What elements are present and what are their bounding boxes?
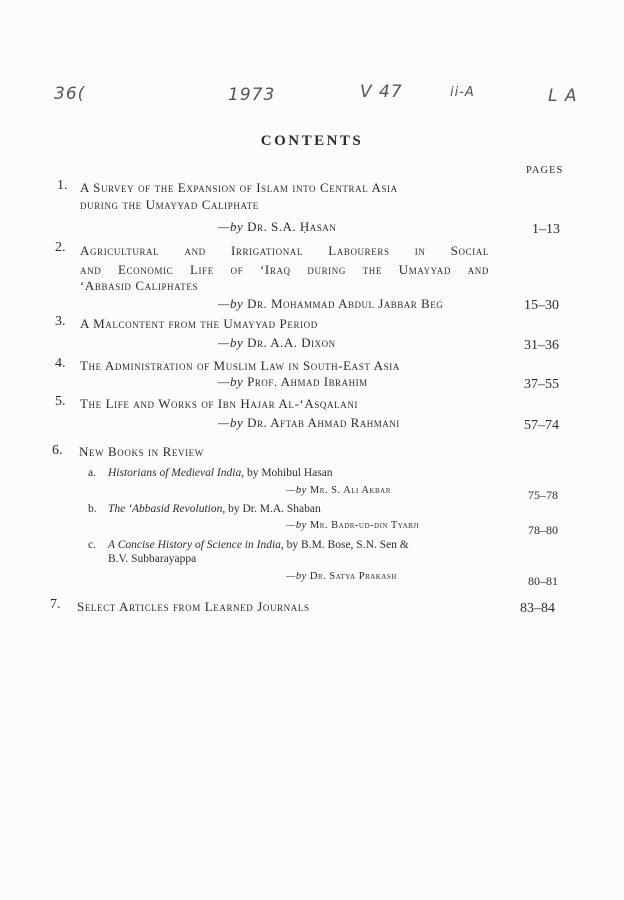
entry-number: 6. — [52, 443, 63, 458]
section-heading: New Books in Review — [79, 444, 204, 459]
handwritten-mark: ii-A — [450, 85, 475, 100]
entry-author: —by Dr. Mohammad Abdul Jabbar Beg — [218, 296, 444, 311]
entry-title-line: The Life and Works of Ibn Hajar Al-‘Asqalani — [80, 396, 359, 411]
review-title: The ‘Abbasid Revolution, by Dr. M.A. Shaban — [108, 503, 321, 515]
review-letter: c. — [88, 539, 96, 551]
handwritten-mark: 36( — [54, 84, 86, 104]
entry-number: 3. — [55, 314, 66, 329]
entry-title-line: A Survey of the Expansion of Islam into Central Asia — [80, 180, 398, 195]
review-pages: 75–78 — [528, 488, 558, 502]
pages-header: PAGES — [526, 165, 564, 176]
review-reviewer: —by Mr. S. Ali Akbar — [286, 485, 391, 496]
entry-pages: 15–30 — [524, 298, 559, 313]
entry-number: 4. — [55, 356, 66, 371]
entry-pages: 37–55 — [524, 377, 559, 392]
entry-pages: 57–74 — [524, 418, 559, 433]
entry-number: 2. — [55, 240, 66, 255]
review-title: Historians of Medieval India, by Mohibul Hasan — [108, 467, 333, 479]
entry-author: —by Dr. S.A. Ḥasan — [218, 219, 337, 234]
entry-title-line: ‘Abbasid Caliphates — [80, 278, 199, 293]
review-pages: 78–80 — [528, 523, 558, 537]
entry-pages: 1–13 — [532, 222, 560, 237]
review-title-continued: B.V. Subbarayappa — [108, 553, 197, 565]
review-letter: b. — [88, 503, 97, 515]
entry-author: —by Dr. Aftab Ahmad Rahmani — [218, 415, 400, 430]
entry-number: 1. — [57, 178, 68, 193]
entry-number: 7. — [50, 597, 61, 612]
review-reviewer: —by Mr. Badr-ud-din Tyabji — [286, 520, 420, 531]
handwritten-volume: V 47 — [360, 82, 403, 102]
section-heading: Select Articles from Learned Journals — [77, 599, 310, 614]
entry-author: —by Dr. A.A. Dixon — [218, 335, 336, 350]
entry-title-line: during the Umayyad Caliphate — [80, 197, 259, 212]
contents-title: CONTENTS — [260, 133, 364, 149]
entry-title-line: A Malcontent from the Umayyad Period — [80, 316, 318, 331]
entry-title-line: Agricultural and Irrigational Labourers in Social — [80, 243, 489, 258]
review-letter: a. — [88, 467, 96, 479]
entry-title-line: and Economic Life of ‘Iraq during the Umayyad and — [80, 262, 489, 277]
entry-pages: 31–36 — [524, 338, 559, 353]
entry-author: —by Prof. Ahmad Ibrahim — [218, 374, 368, 389]
handwritten-year: 1973 — [228, 85, 276, 105]
review-reviewer: —by Dr. Satya Prakash — [286, 571, 397, 582]
entry-title-line: The Administration of Muslim Law in South-East Asia — [80, 358, 400, 373]
entry-pages: 83–84 — [520, 601, 555, 616]
entry-number: 5. — [55, 394, 66, 409]
handwritten-mark: L A — [548, 86, 578, 106]
review-pages: 80–81 — [528, 574, 558, 588]
review-title: A Concise History of Science in India, by B.M. Bose, S.N. Sen & — [108, 539, 409, 551]
